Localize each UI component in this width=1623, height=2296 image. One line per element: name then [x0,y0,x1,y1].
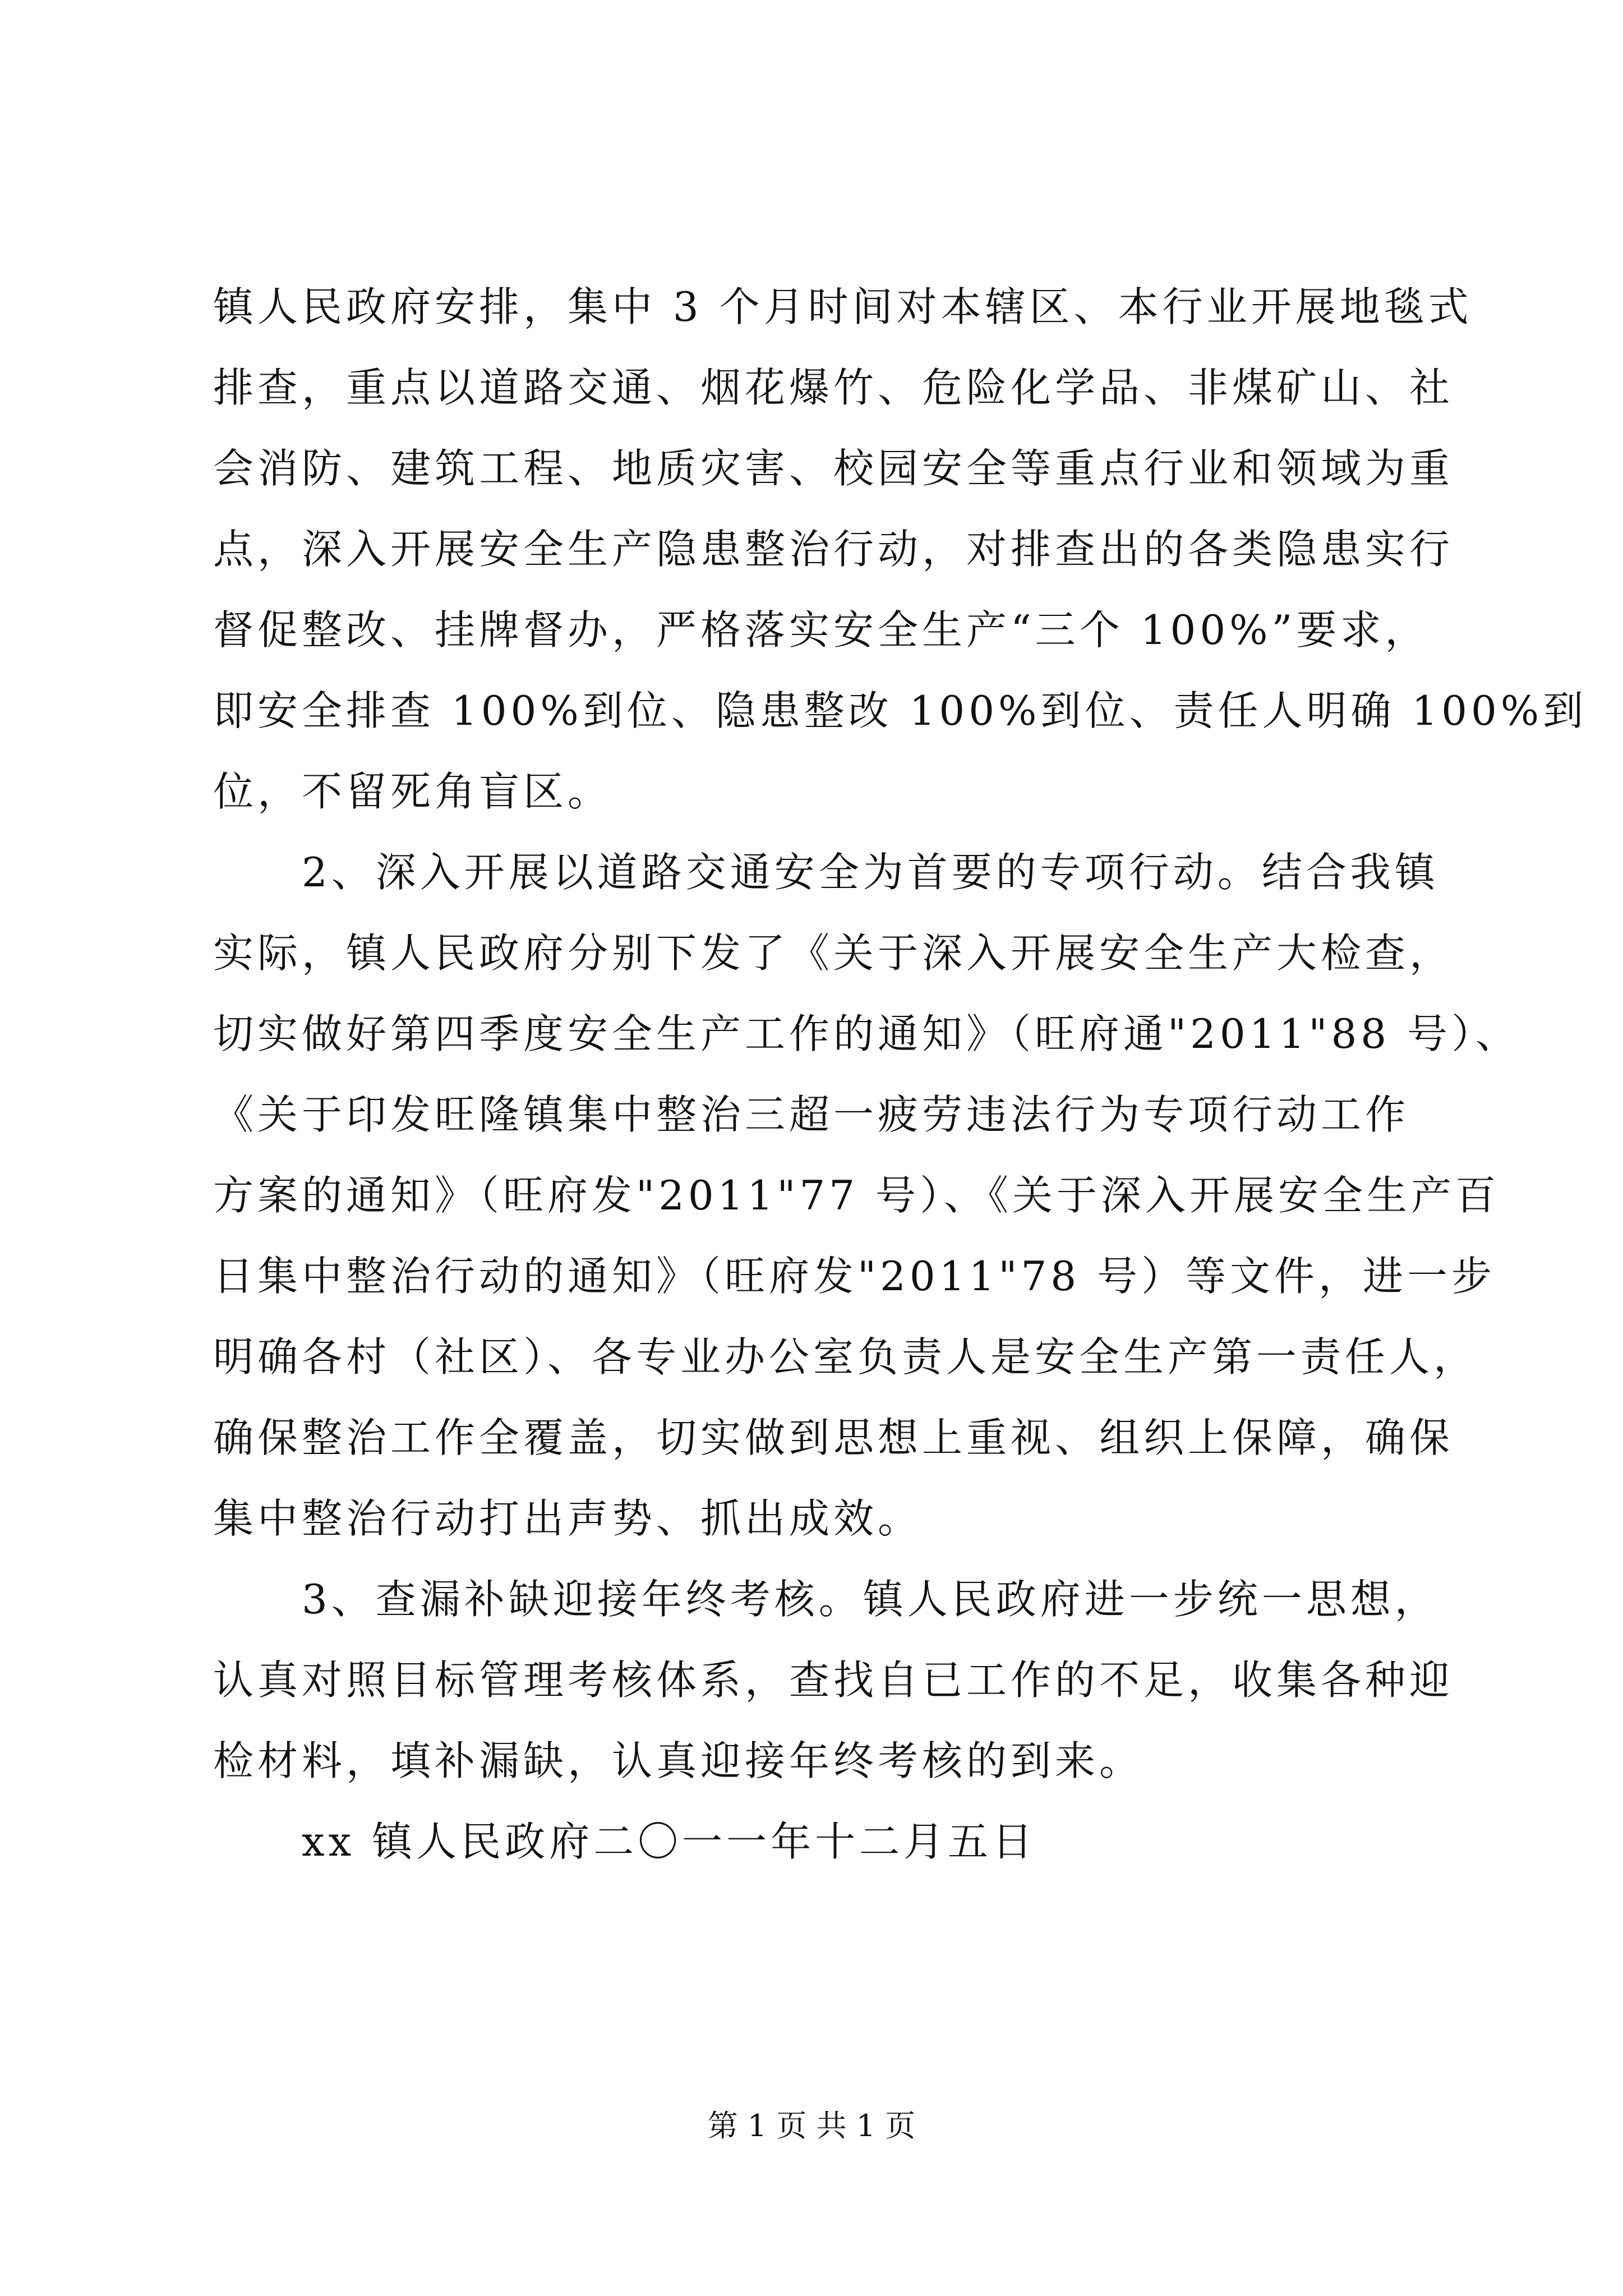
body-line: 检材料，填补漏缺，认真迎接年终考核的到来。 [213,1737,1144,1784]
document-body [213,266,1588,1882]
body-line: 督促整改、挂牌督办，严格落实安全生产“三个 100%”要求， [213,606,1430,654]
body-line: 2、深入开展以道路交通安全为首要的专项行动。结合我镇 [213,849,1439,896]
body-line: 点，深入开展安全生产隐患整治行动，对排查出的各类隐患实行 [213,526,1454,573]
body-line: 即安全排查 100%到位、隐患整改 100%到位、责任人明确 100%到 [213,687,1588,734]
body-line: 排查，重点以道路交通、烟花爆竹、危险化学品、非煤矿山、社 [213,364,1454,411]
body-line: 确保整治工作全覆盖，切实做到思想上重视、组织上保障，确保 [213,1414,1454,1461]
body-line: 明确各村（社区）、各专业办公室负责人是安全生产第一责任人， [213,1333,1478,1381]
body-line: 认真对照目标管理考核体系，查找自已工作的不足，收集各种迎 [213,1657,1454,1704]
page-footer: 第 1 页 共 1 页 [707,2108,916,2143]
body-line: 3、查漏补缺迎接年终考核。镇人民政府进一步统一思想， [213,1576,1439,1623]
body-line: 方案的通知》（旺府发"2011"77 号）、《关于深入开展安全生产百 [213,1172,1500,1219]
signature-line: xx 镇人民政府二〇一一年十二月五日 [213,1818,1037,1865]
body-line: 《关于印发旺隆镇集中整治三超一疲劳违法行为专项行动工作 [213,1091,1410,1138]
body-line: 集中整治行动打出声势、抓出成效。 [213,1495,923,1542]
body-line: 镇人民政府安排，集中 3 个月时间对本辖区、本行业开展地毯式 [213,283,1473,330]
body-line: 实际，镇人民政府分别下发了《关于深入开展安全生产大检查， [213,930,1454,977]
body-line: 位，不留死角盲区。 [213,768,612,815]
body-line: 切实做好第四季度安全生产工作的通知》（旺府通"2011"88 号）、 [213,1010,1520,1057]
body-line: 日集中整治行动的通知》（旺府发"2011"78 号）等文件，进一步 [213,1253,1496,1300]
body-line: 会消防、建筑工程、地质灾害、校园安全等重点行业和领域为重 [213,445,1454,492]
